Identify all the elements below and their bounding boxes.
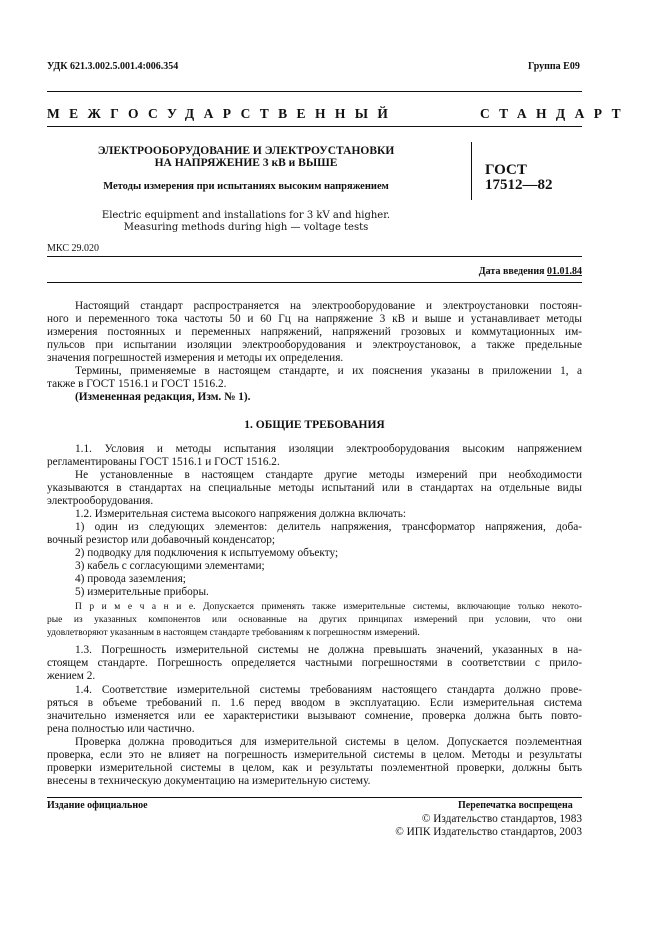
reprint-prohibited-label: Перепечатка воспрещена (458, 800, 573, 811)
mks-code: МКС 29.020 (47, 243, 99, 254)
top-rule (47, 91, 582, 92)
paragraph-line: электрооборудования. (47, 495, 154, 507)
paragraph-line: 1.1. Условия и методы испытания изоляции электрооборудования высоким напряжением (75, 443, 582, 455)
intro-date-value: 01.01.84 (547, 266, 582, 277)
paragraph-line: Настоящий стандарт распространяется на электрооборудование и электроустановки постоян- (75, 300, 582, 312)
udk-code: УДК 621.3.002.5.001.4:006.354 (47, 61, 179, 72)
title-divider (471, 142, 472, 200)
paragraph-line: Проверка должна проводиться для измерительной системы в целом. Допускается поэлементная (75, 736, 582, 748)
document-title-line2: НА НАПРЯЖЕНИЕ 3 кВ и ВЫШЕ (154, 157, 338, 169)
banner-standard: СТАНДАРТ (480, 106, 630, 121)
paragraph-line: стоящем стандарте. Погрешность определяется частными погрешностями в соответствии с прило- (47, 657, 582, 669)
paragraph-line: измерения постоянных и переменных напряжений, напряжений грозовых и коммутационных им- (47, 326, 582, 338)
document-title-line1: ЭЛЕКТРООБОРУДОВАНИЕ И ЭЛЕКТРОУСТАНОВКИ (97, 145, 395, 157)
paragraph-line: 1.3. Погрешность измерительной системы не должна превышать значений, указанных в на- (75, 644, 582, 656)
paragraph-line: проверки измерительной системы в целом, как и результаты поэлементной проверки, должны быть (47, 762, 582, 774)
paragraph-line: Термины, применяемые в настоящем стандарте, и их пояснения указаны в приложении 1, а (75, 365, 582, 377)
paragraph-line: 1.2. Измерительная система высокого напряжения должна включать: (75, 508, 407, 520)
english-title-line2: Measuring methods during high — voltage tests (123, 222, 369, 233)
list-item: 5) измерительные приборы. (75, 586, 209, 598)
amendment-note: (Измененная редакция, Изм. № 1). (75, 391, 251, 403)
paragraph-line: значительно изменяется или ее характеристики вызывают сомнение, проверка должна быть повто- (47, 710, 582, 722)
list-item: 4) провода заземления; (75, 573, 186, 585)
note-line: удовлетворяют указанным в настоящем стандарте требованиям к погрешностям измерений. (47, 628, 420, 638)
banner-rule (47, 126, 582, 127)
group-code: Группа Е09 (528, 61, 580, 72)
official-edition-label: Издание официальное (47, 800, 148, 811)
standard-banner (47, 106, 630, 124)
paragraph-line: регламентированы ГОСТ 1516.1 и ГОСТ 1516.2. (47, 456, 280, 468)
paragraph-line: рена полностью или частично. (47, 723, 195, 735)
copyright-line-2: © ИПК Издательство стандартов, 2003 (395, 826, 582, 838)
paragraph-line: ного и переменного тока частоты 50 и 60 Гц на напряжение 3 кВ и выше и устанавливает методы (47, 313, 582, 325)
list-item: 1) один из следующих элементов: делитель напряжения, трансформатор напряжения, доба- (75, 521, 582, 533)
mks-rule (47, 256, 582, 257)
gost-label: ГОСТ (485, 162, 527, 178)
list-item: вочный резистор или добавочный конденсатор; (47, 534, 276, 546)
banner-interstate: МЕЖГОСУДАРСТВЕННЫЙ (47, 106, 398, 121)
copyright-line-1: © Издательство стандартов, 1983 (421, 813, 582, 825)
paragraph-line: Не установленные в настоящем стандарте другие методы измерений при необходимости (75, 469, 582, 481)
bottom-rule (47, 797, 582, 798)
document-subtitle: Методы измерения при испытаниях высоким напряжением (103, 181, 389, 192)
list-item: 2) подводку для подключения к испытуемому объекту; (75, 547, 339, 559)
date-rule (47, 282, 582, 283)
paragraph-line: ряться в объеме требований п. 1.6 перед вводом в эксплуатацию. Если измерительная система (47, 697, 582, 709)
intro-date (380, 266, 582, 277)
intro-date-label: Дата введения (478, 266, 545, 277)
note-line: П р и м е ч а н и е. Допускается применять также измерительные системы, включающие только некото- (75, 602, 582, 612)
paragraph-line: также в ГОСТ 1516.1 и ГОСТ 1516.2. (47, 378, 227, 390)
section-heading: 1. ОБЩИЕ ТРЕБОВАНИЯ (244, 419, 385, 431)
english-title-line1: Electric equipment and installations for 3 kV and higher. (101, 210, 391, 221)
paragraph-line: жением 2. (47, 670, 96, 682)
paragraph-line: проверка, если это не влияет на погрешность измерительной системы в целом. Методы и результаты (47, 749, 582, 761)
paragraph-line: значения погрешностей измерения и методы их определения. (47, 352, 344, 364)
paragraph-line: пульсов при испытании изоляции электрооборудования и электроустановок, а также предельные (47, 339, 582, 351)
paragraph-line: 1.4. Соответствие измерительной системы требованиям настоящего стандарта должно прове- (75, 684, 582, 696)
paragraph-line: внесены в техническую документацию на измерительную систему. (47, 775, 371, 787)
note-line: рые из указанных компонентов или основанные на других принципах измерений при условии, что они (47, 615, 582, 625)
paragraph-line: указываются в стандартах на специальные методы испытаний или в стандартах на отдельные виды (47, 482, 582, 494)
gost-number: 17512—82 (485, 177, 553, 193)
list-item: 3) кабель с согласующими элементами; (75, 560, 265, 572)
